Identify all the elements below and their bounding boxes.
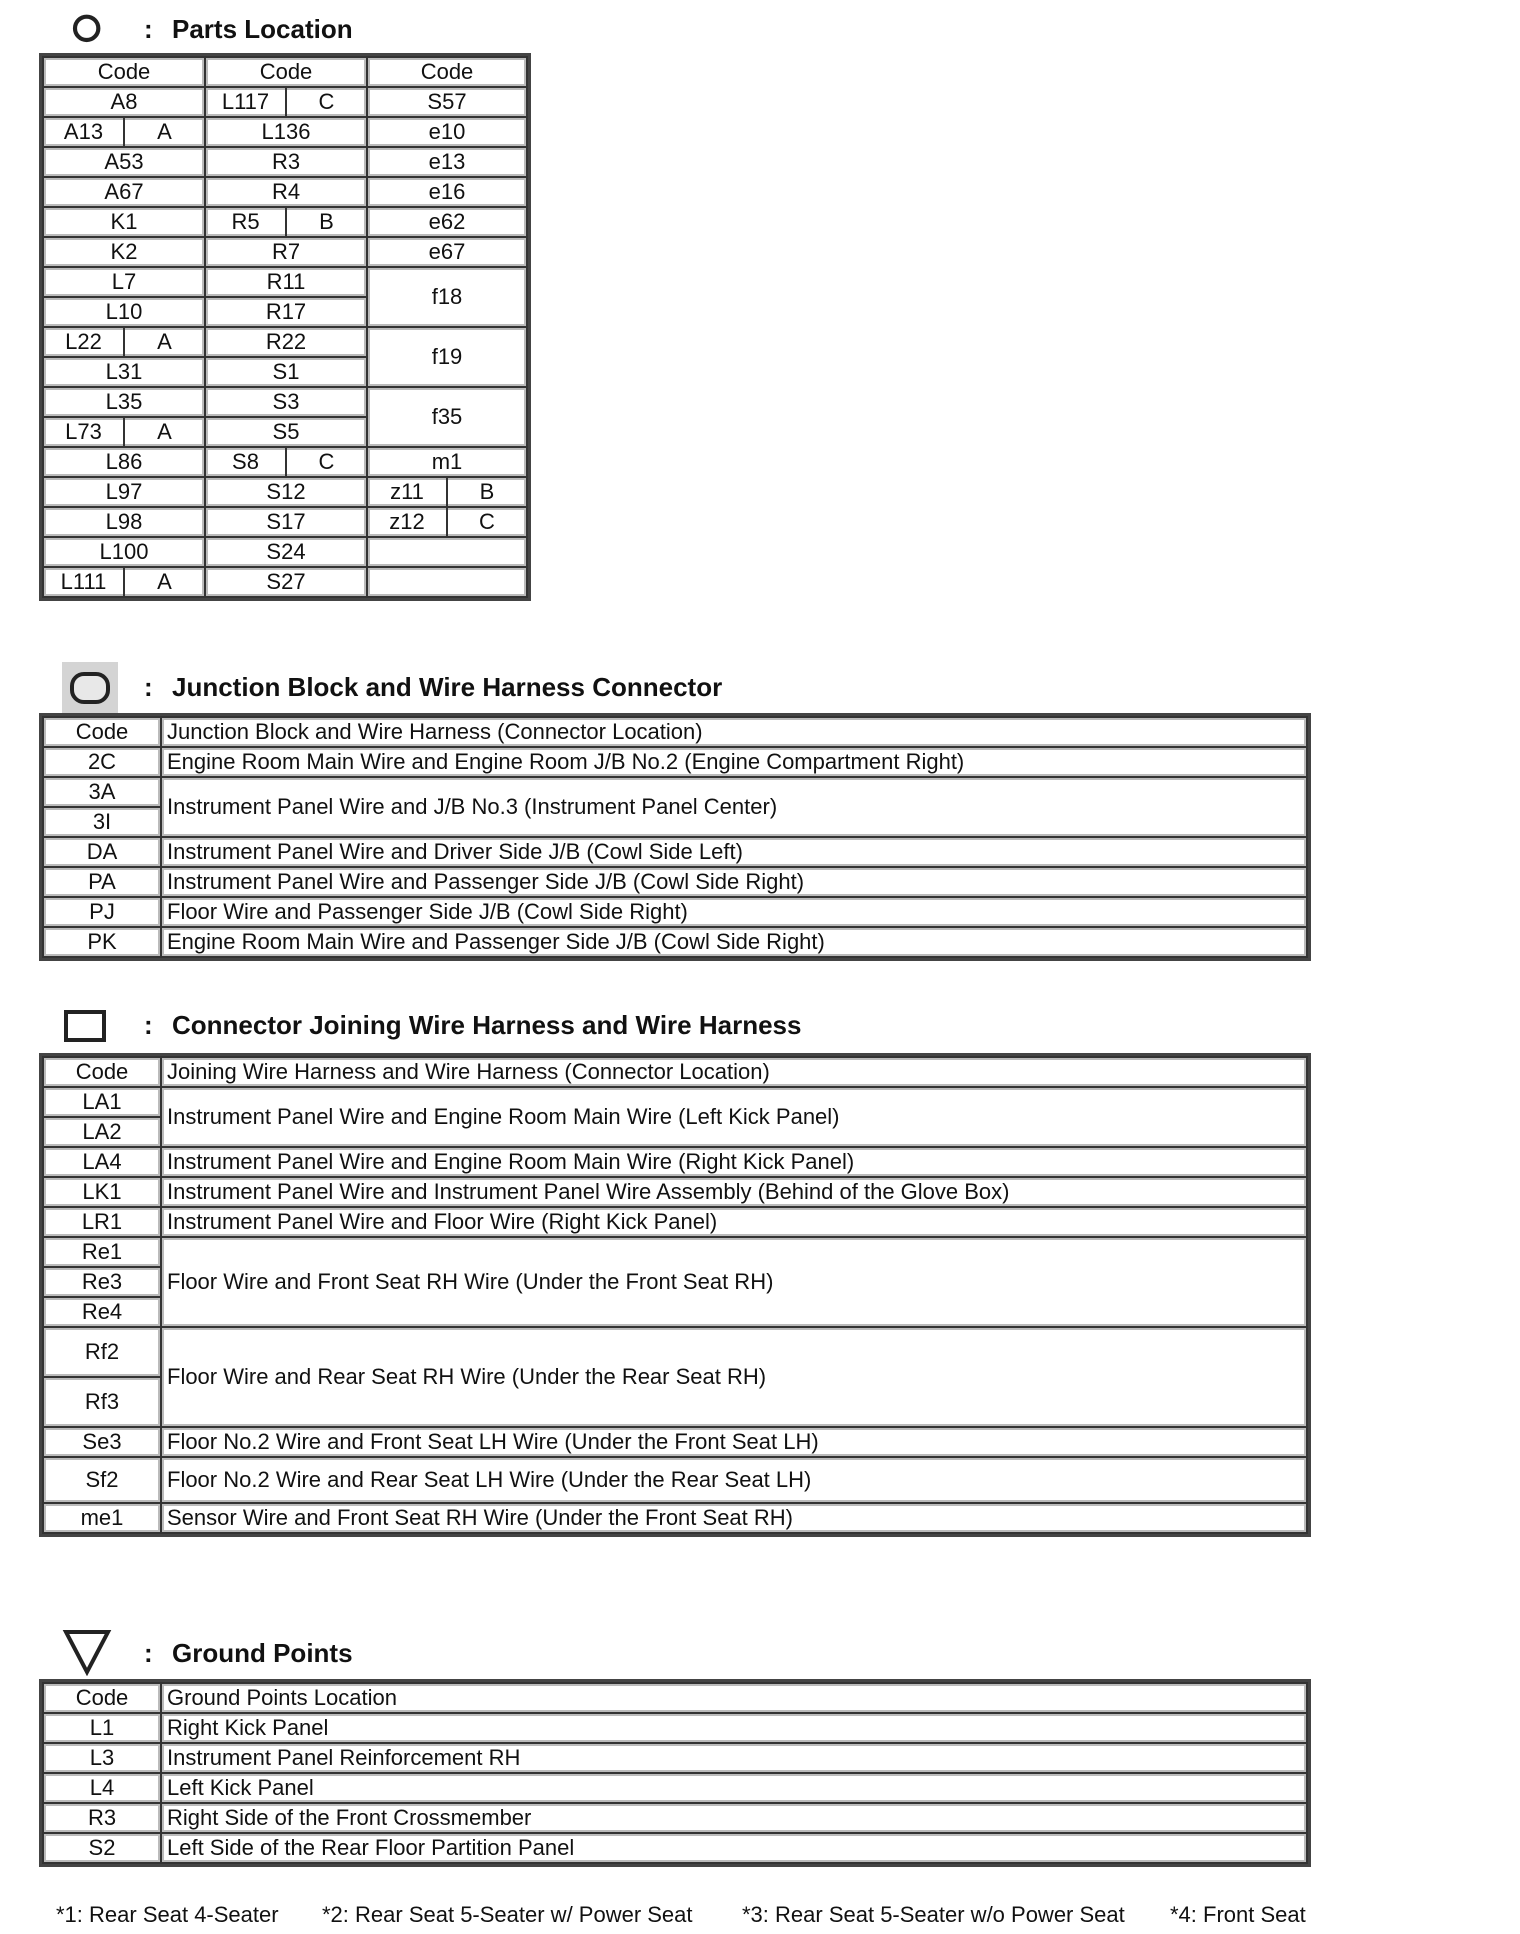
code-variant: A xyxy=(157,119,172,144)
code-variant: B xyxy=(319,209,334,234)
table-cell xyxy=(43,117,205,147)
table-row xyxy=(43,1087,1307,1117)
table-row xyxy=(43,1833,1307,1863)
description-cell: Right Kick Panel xyxy=(161,1713,1307,1743)
table-row xyxy=(43,117,527,147)
table-cell xyxy=(367,507,527,537)
table-row xyxy=(43,447,527,477)
code-cell: LA4 xyxy=(43,1147,161,1177)
table-cell: L31 xyxy=(43,357,205,387)
table-row xyxy=(43,477,527,507)
code-value: z11 xyxy=(368,478,448,506)
code-cell: 3I xyxy=(43,807,161,837)
table-row xyxy=(43,747,1307,777)
table-cell: L7 xyxy=(43,267,205,297)
table-cell: e16 xyxy=(367,177,527,207)
column-header: Code xyxy=(367,57,527,87)
table-row xyxy=(43,1427,1307,1457)
code-cell: Re1 xyxy=(43,1237,161,1267)
ground-table xyxy=(42,1682,1308,1864)
rounded-rect-shaded-icon xyxy=(62,662,118,714)
table-row xyxy=(43,1713,1307,1743)
table-cell xyxy=(367,567,527,597)
description-cell: Left Side of the Rear Floor Partition Panel xyxy=(161,1833,1307,1863)
table-row xyxy=(43,897,1307,927)
circle-icon xyxy=(70,10,110,50)
description-cell: Left Kick Panel xyxy=(161,1773,1307,1803)
table-cell: S17 xyxy=(205,507,367,537)
description-cell: Instrument Panel Wire and Instrument Panel Wire Assembly (Behind of the Glove Box) xyxy=(161,1177,1307,1207)
table-row xyxy=(43,1207,1307,1237)
description-cell: Floor No.2 Wire and Rear Seat LH Wire (Under the Rear Seat LH) xyxy=(161,1457,1307,1503)
table-cell: S1 xyxy=(205,357,367,387)
table-row xyxy=(43,1503,1307,1533)
code-value: L111 xyxy=(44,568,125,596)
table-cell: f18 xyxy=(367,267,527,327)
column-header-desc: Joining Wire Harness and Wire Harness (Connector Location) xyxy=(161,1057,1307,1087)
column-header-code: Code xyxy=(43,1683,161,1713)
table-cell: m1 xyxy=(367,447,527,477)
table-cell: S12 xyxy=(205,477,367,507)
table-cell: R22 xyxy=(205,327,367,357)
description-cell: Instrument Panel Wire and Floor Wire (Right Kick Panel) xyxy=(161,1207,1307,1237)
code-cell: L4 xyxy=(43,1773,161,1803)
table-cell: L10 xyxy=(43,297,205,327)
description-cell: Engine Room Main Wire and Engine Room J/B No.2 (Engine Compartment Right) xyxy=(161,747,1307,777)
code-cell: PK xyxy=(43,927,161,957)
ground-colon: : xyxy=(144,1638,153,1668)
table-cell: S27 xyxy=(205,567,367,597)
code-cell: PA xyxy=(43,867,161,897)
code-value: L117 xyxy=(206,88,287,116)
table-cell: K2 xyxy=(43,237,205,267)
description-cell: Instrument Panel Wire and Driver Side J/B (Cowl Side Left) xyxy=(161,837,1307,867)
table-row xyxy=(43,507,527,537)
table-cell xyxy=(205,447,367,477)
table-cell: R7 xyxy=(205,237,367,267)
table-row xyxy=(43,1773,1307,1803)
description-cell: Instrument Panel Reinforcement RH xyxy=(161,1743,1307,1773)
table-row xyxy=(43,567,527,597)
table-cell: S24 xyxy=(205,537,367,567)
description-cell: Floor No.2 Wire and Front Seat LH Wire (Under the Front Seat LH) xyxy=(161,1427,1307,1457)
table-row xyxy=(43,537,527,567)
description-cell: Floor Wire and Rear Seat RH Wire (Under the Rear Seat RH) xyxy=(161,1327,1307,1427)
code-cell: Rf3 xyxy=(43,1377,161,1427)
code-cell: 3A xyxy=(43,777,161,807)
description-cell: Instrument Panel Wire and Engine Room Main Wire (Right Kick Panel) xyxy=(161,1147,1307,1177)
table-cell xyxy=(367,477,527,507)
table-cell: L100 xyxy=(43,537,205,567)
code-cell: Re3 xyxy=(43,1267,161,1297)
description-cell: Instrument Panel Wire and J/B No.3 (Instrument Panel Center) xyxy=(161,777,1307,837)
table-cell: e67 xyxy=(367,237,527,267)
code-variant: C xyxy=(318,449,335,474)
rectangle-icon xyxy=(62,1008,110,1044)
code-cell: LA1 xyxy=(43,1087,161,1117)
code-value: R5 xyxy=(206,208,287,236)
code-cell: R3 xyxy=(43,1803,161,1833)
code-value: L22 xyxy=(44,328,125,356)
code-cell: L1 xyxy=(43,1713,161,1743)
table-row xyxy=(43,177,527,207)
joining-title: Connector Joining Wire Harness and Wire Harness xyxy=(172,1010,802,1040)
code-value: z12 xyxy=(368,508,448,536)
table-cell: L97 xyxy=(43,477,205,507)
description-cell: Sensor Wire and Front Seat RH Wire (Under the Front Seat RH) xyxy=(161,1503,1307,1533)
code-cell: LK1 xyxy=(43,1177,161,1207)
table-cell: R17 xyxy=(205,297,367,327)
table-cell: L86 xyxy=(43,447,205,477)
joining-colon: : xyxy=(144,1010,153,1040)
table-cell: e62 xyxy=(367,207,527,237)
junction-header xyxy=(0,662,900,710)
parts-location-colon: : xyxy=(144,14,153,44)
table-row xyxy=(43,927,1307,957)
code-cell: DA xyxy=(43,837,161,867)
table-row xyxy=(43,237,527,267)
column-header-code: Code xyxy=(43,717,161,747)
table-row xyxy=(43,207,527,237)
code-variant: A xyxy=(157,419,172,444)
table-row xyxy=(43,267,527,297)
code-cell: Re4 xyxy=(43,1297,161,1327)
table-row xyxy=(43,1177,1307,1207)
description-cell: Floor Wire and Front Seat RH Wire (Under the Front Seat RH) xyxy=(161,1237,1307,1327)
junction-colon: : xyxy=(144,672,153,702)
ground-header xyxy=(0,1628,600,1676)
code-cell: L3 xyxy=(43,1743,161,1773)
code-cell: me1 xyxy=(43,1503,161,1533)
footnote-1: *1: Rear Seat 4-Seater xyxy=(56,1902,279,1927)
table-cell: f19 xyxy=(367,327,527,387)
column-header-desc: Ground Points Location xyxy=(161,1683,1307,1713)
code-variant: C xyxy=(479,509,495,534)
column-header: Code xyxy=(43,57,205,87)
table-cell: L98 xyxy=(43,507,205,537)
table-cell: L136 xyxy=(205,117,367,147)
table-cell xyxy=(43,327,205,357)
code-variant: A xyxy=(157,329,172,354)
description-cell: Floor Wire and Passenger Side J/B (Cowl Side Right) xyxy=(161,897,1307,927)
code-cell: Se3 xyxy=(43,1427,161,1457)
code-variant: B xyxy=(479,479,495,504)
table-cell: S3 xyxy=(205,387,367,417)
footnotes xyxy=(56,1902,1330,1928)
column-header-code: Code xyxy=(43,1057,161,1087)
code-value: L73 xyxy=(44,418,125,446)
description-cell: Engine Room Main Wire and Passenger Side J/B (Cowl Side Right) xyxy=(161,927,1307,957)
table-row xyxy=(43,777,1307,807)
table-cell xyxy=(205,87,367,117)
code-value: S8 xyxy=(206,448,287,476)
table-cell xyxy=(43,567,205,597)
table-cell: e13 xyxy=(367,147,527,177)
table-row xyxy=(43,147,527,177)
junction-title: Junction Block and Wire Harness Connector xyxy=(172,672,723,702)
footnote-2: *2: Rear Seat 5-Seater w/ Power Seat xyxy=(322,1902,693,1927)
table-cell: L35 xyxy=(43,387,205,417)
code-cell: LA2 xyxy=(43,1117,161,1147)
table-cell: e10 xyxy=(367,117,527,147)
table-cell: f35 xyxy=(367,387,527,447)
table-row xyxy=(43,1237,1307,1267)
ground-title: Ground Points xyxy=(172,1638,353,1668)
code-variant: C xyxy=(318,89,335,114)
table-cell: S5 xyxy=(205,417,367,447)
table-cell: R11 xyxy=(205,267,367,297)
table-row xyxy=(43,867,1307,897)
table-row xyxy=(43,1803,1307,1833)
table-row xyxy=(43,387,527,417)
description-cell: Instrument Panel Wire and Passenger Side J/B (Cowl Side Right) xyxy=(161,867,1307,897)
description-cell: Instrument Panel Wire and Engine Room Main Wire (Left Kick Panel) xyxy=(161,1087,1307,1147)
junction-table xyxy=(42,716,1308,958)
code-cell: Rf2 xyxy=(43,1327,161,1377)
joining-table xyxy=(42,1056,1308,1534)
table-cell: K1 xyxy=(43,207,205,237)
code-cell: 2C xyxy=(43,747,161,777)
table-row xyxy=(43,1743,1307,1773)
table-row xyxy=(43,327,527,357)
table-row xyxy=(43,1147,1307,1177)
table-cell: R4 xyxy=(205,177,367,207)
code-cell: LR1 xyxy=(43,1207,161,1237)
joining-header xyxy=(0,1004,900,1048)
table-cell: S57 xyxy=(367,87,527,117)
description-cell: Right Side of the Front Crossmember xyxy=(161,1803,1307,1833)
code-cell: PJ xyxy=(43,897,161,927)
column-header: Code xyxy=(205,57,367,87)
table-cell xyxy=(205,207,367,237)
table-row xyxy=(43,1457,1307,1503)
column-header-desc: Junction Block and Wire Harness (Connector Location) xyxy=(161,717,1307,747)
table-cell: A53 xyxy=(43,147,205,177)
table-cell: A67 xyxy=(43,177,205,207)
code-cell: S2 xyxy=(43,1833,161,1863)
table-cell xyxy=(367,537,527,567)
parts-location-header xyxy=(0,8,600,52)
table-cell: A8 xyxy=(43,87,205,117)
footnote-3: *3: Rear Seat 5-Seater w/o Power Seat xyxy=(742,1902,1125,1927)
footnote-4: *4: Front Seat xyxy=(1170,1902,1306,1927)
table-row xyxy=(43,837,1307,867)
table-row xyxy=(43,1327,1307,1377)
table-cell xyxy=(43,417,205,447)
parts-location-table xyxy=(42,56,528,598)
table-row xyxy=(43,87,527,117)
parts-location-title: Parts Location xyxy=(172,14,353,44)
code-value: A13 xyxy=(44,118,125,146)
code-cell: Sf2 xyxy=(43,1457,161,1503)
triangle-down-icon xyxy=(62,1628,114,1676)
code-variant: A xyxy=(157,569,172,594)
table-cell: R3 xyxy=(205,147,367,177)
